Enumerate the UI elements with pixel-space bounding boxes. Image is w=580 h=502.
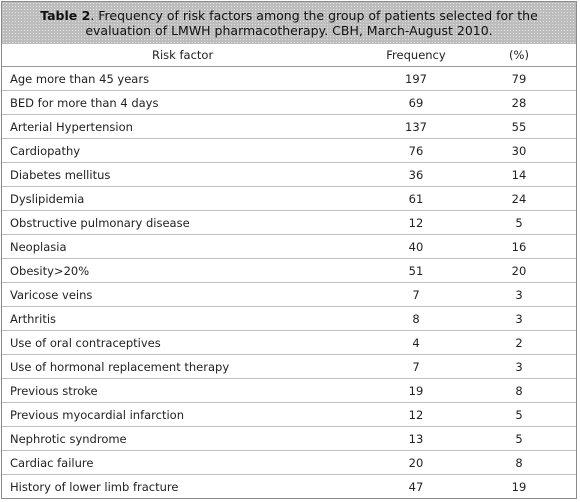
frequency-cell: 36 [372, 163, 472, 187]
caption-label: Table 2 [40, 8, 91, 23]
risk-factor-cell: Varicose veins [2, 283, 372, 307]
table-row [2, 475, 576, 499]
risk-factor-cell: Diabetes mellitus [2, 163, 372, 187]
table-body [2, 67, 576, 499]
table-row [2, 187, 576, 211]
frequency-cell: 12 [372, 211, 472, 235]
risk-factor-cell: Arterial Hypertension [2, 115, 372, 139]
percent-cell: 8 [472, 379, 576, 403]
percent-cell: 3 [472, 307, 576, 331]
percent-cell: 24 [472, 187, 576, 211]
table-row [2, 115, 576, 139]
risk-factor-cell: Neoplasia [2, 235, 372, 259]
risk-factor-cell: Cardiac failure [2, 451, 372, 475]
table-row [2, 379, 576, 403]
table-row [2, 139, 576, 163]
table-caption [2, 2, 576, 44]
percent-cell: 3 [472, 283, 576, 307]
percent-cell: 5 [472, 427, 576, 451]
risk-factor-cell: Obstructive pulmonary disease [2, 211, 372, 235]
risk-factor-cell: Use of hormonal replacement therapy [2, 355, 372, 379]
risk-factor-table [1, 1, 577, 499]
percent-cell: 14 [472, 163, 576, 187]
risk-factor-cell: History of lower limb fracture [10, 479, 179, 494]
table-row [2, 91, 576, 115]
risk-factor-cell: Use of oral contraceptives [2, 331, 372, 355]
percent-cell: 28 [472, 91, 576, 115]
frequency-cell: 20 [372, 451, 472, 475]
frequency-cell: 40 [372, 235, 472, 259]
header-frequency: Frequency [372, 44, 472, 67]
table-row [2, 307, 576, 331]
frequency-cell: 47 [408, 479, 424, 494]
header-risk-factor: Risk factor [2, 44, 372, 67]
frequency-cell: 61 [372, 187, 472, 211]
table-row [2, 403, 576, 427]
table-row [2, 451, 576, 475]
frequency-cell: 51 [372, 259, 472, 283]
frequency-cell: 7 [372, 355, 472, 379]
table-row [2, 235, 576, 259]
frequency-cell: 13 [372, 427, 472, 451]
risk-factor-cell: Dyslipidemia [2, 187, 372, 211]
risk-factor-cell: Previous myocardial infarction [2, 403, 372, 427]
percent-cell: 5 [472, 211, 576, 235]
risk-factor-cell: Cardiopathy [2, 139, 372, 163]
percent-cell: 5 [472, 403, 576, 427]
risk-factor-cell: Arthritis [2, 307, 372, 331]
table-row [2, 259, 576, 283]
frequency-cell: 4 [372, 331, 472, 355]
risk-factor-cell: Obesity>20% [2, 259, 372, 283]
percent-cell: 19 [511, 479, 527, 494]
table-row [2, 211, 576, 235]
frequency-cell: 7 [372, 283, 472, 307]
percent-cell: 8 [472, 451, 576, 475]
percent-cell: 79 [472, 67, 576, 91]
header-row [2, 44, 576, 67]
table-row [2, 355, 576, 379]
risk-factor-cell: Previous stroke [2, 379, 372, 403]
table-row [2, 283, 576, 307]
percent-cell: 16 [472, 235, 576, 259]
header-percent: (%) [472, 44, 576, 67]
percent-cell: 3 [472, 355, 576, 379]
frequency-cell: 19 [372, 379, 472, 403]
table-row [2, 331, 576, 355]
table-header [2, 44, 576, 67]
risk-factor-cell: BED for more than 4 days [2, 91, 372, 115]
table-row [2, 163, 576, 187]
frequency-cell: 76 [372, 139, 472, 163]
percent-cell: 20 [472, 259, 576, 283]
percent-cell: 30 [472, 139, 576, 163]
frequency-cell: 12 [372, 403, 472, 427]
table-row [2, 67, 576, 91]
percent-cell: 2 [472, 331, 576, 355]
table-row [2, 427, 576, 451]
frequency-cell: 137 [372, 115, 472, 139]
risk-factor-cell: Age more than 45 years [2, 67, 372, 91]
frequency-cell: 69 [372, 91, 472, 115]
frequency-cell: 197 [372, 67, 472, 91]
percent-cell: 55 [472, 115, 576, 139]
risk-factor-cell: Nephrotic syndrome [2, 427, 372, 451]
data-table [2, 44, 576, 498]
caption-text: . Frequency of risk factors among the group of patients selected for the evaluation of LMWH pharmacotherapy. CBH, March-August 2010. [85, 8, 538, 38]
frequency-cell: 8 [372, 307, 472, 331]
